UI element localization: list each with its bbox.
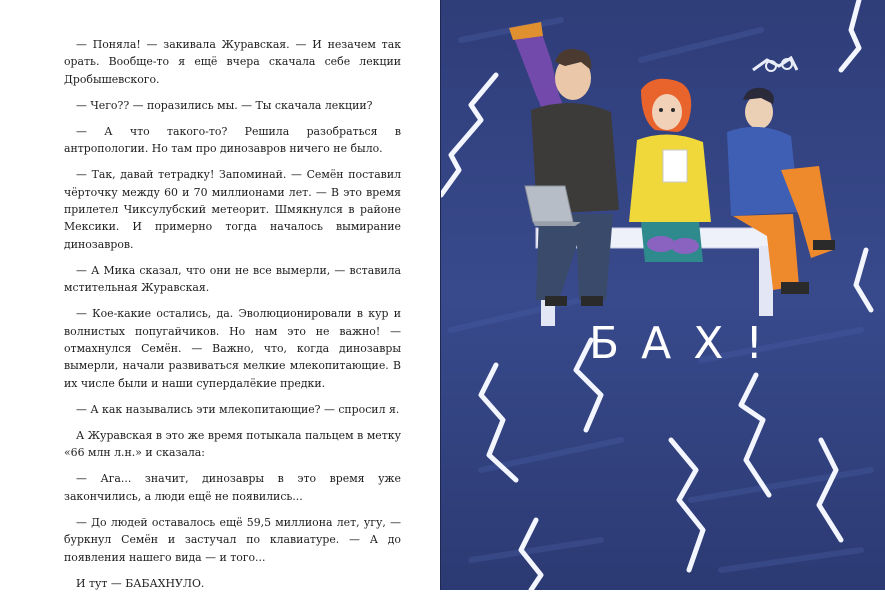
paragraph: — Поняла! — закивала Журавская. — И незачем так орать. Вообще-то я ещё вчера скачала себе лекции Дробышевского. [64,38,401,86]
illustration [441,0,885,590]
paragraph: — А что такого-то? Решила разобраться в антропологии. Но там про динозавров ничего не было. [64,124,401,156]
paragraph: — А Мика сказал, что они не все вымерли, — вставила мстительная Журавская. [64,263,401,295]
illustration-page [441,0,885,590]
paragraph: — Кое-какие остались, да. Эволюционировали в кур и волнистых попугайчиков. Но нам это не важно! — отмахнулся Семён. — Важно, что, когда динозавры вымерли, начали развиваться мелкие млекопитающие. В их числе были и наши супердалёкие предки. [64,307,401,390]
paragraph: — Так, давай тетрадку! Запоминай. — Семён поставил чёрточку между 60 и 70 миллионами лет. — В это время прилетел Чиксулубский метеорит. Шмякнулся в районе Мексики. И примерно тогда началось вымирание динозавров. [64,168,401,251]
paragraph: И тут — БАБАХНУЛО. [76,576,205,590]
text-page [0,0,441,590]
paragraph: — Ага... значит, динозавры в это время уже закончились, а люди ещё не появились... [64,472,401,503]
paragraph: А Журавская в это же время потыкала пальцем в метку «66 млн л.н.» и сказала: [64,428,401,460]
sound-effect-text: БАХ! [589,318,786,369]
body-text [64,36,401,601]
paragraph: — А как назывались эти млекопитающие? — спросил я. [76,402,400,416]
paragraph: — До людей оставалось ещё 59,5 миллиона лет, угу, — буркнул Семён и застучал по клавиатуре. — А до появления нашего вида — и того... [64,515,401,564]
paragraph: — Чего?? — поразились мы. — Ты скачала лекции? [76,98,373,112]
